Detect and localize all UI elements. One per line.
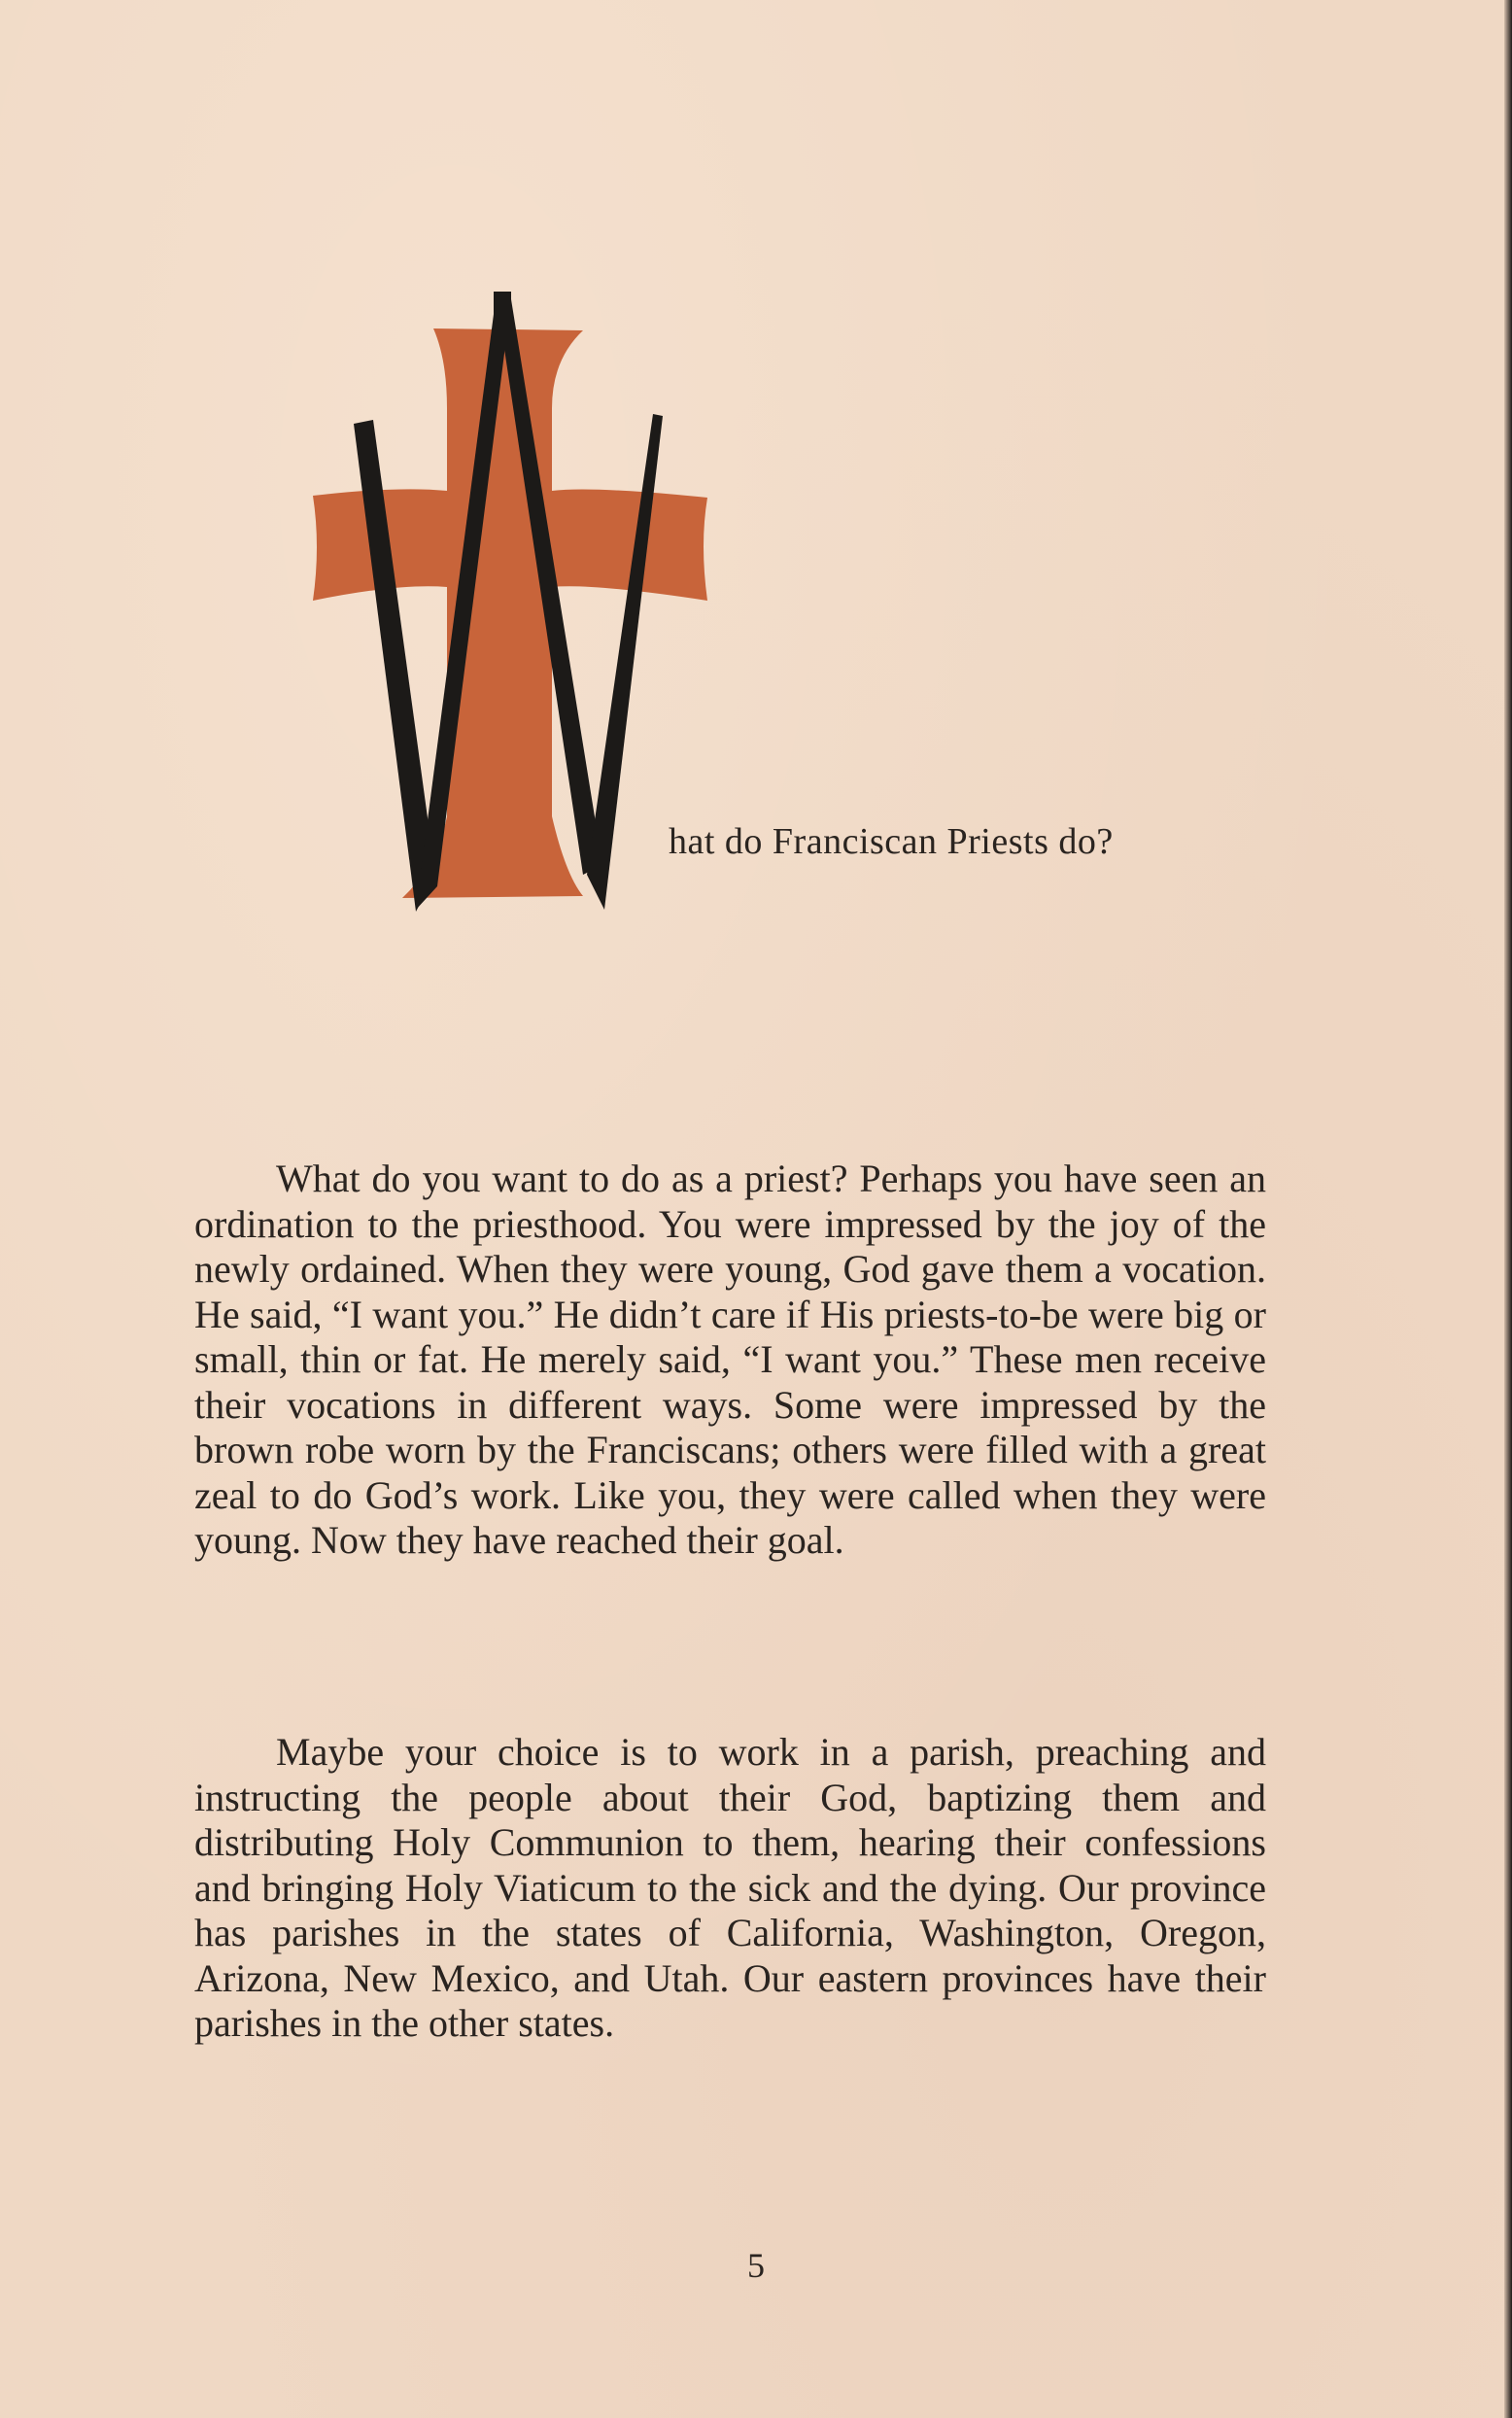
body-paragraph-2: Maybe your choice is to work in a parish, preaching and instructing the people about their God, baptizing them and distributing Holy Communion to them, hearing their confessions and bringing Holy Viaticum to the sick and the dying. Our province has parishes in the states of California, Washington, Oregon, Arizona, New Mexico, and Utah. Our eastern provinces have their parishes in the other states. [194, 1730, 1266, 2045]
page-edge-shadow [1504, 0, 1512, 2418]
body-paragraph-1: What do you want to do as a priest? Perhaps you have seen an ordination to the priesthood. You were impressed by the joy of the newly ordained. When they were young, God gave them a vocation. He said, “I want you.” He didn’t care if His priests-to-be were big or small, thin or fat. He merely said, “I want you.” These men receive their vocations in different ways. Some were impressed by the brown robe worn by the Franciscans; others were filled with a great zeal to do God’s work. Like you, they were called when they were young. Now they have reached their goal. [194, 1157, 1266, 1562]
page-number: 5 [747, 2246, 765, 2285]
cross-w-initial-icon [292, 292, 719, 923]
w-right-outer-stroke [587, 414, 663, 910]
chapter-heading: hat do Franciscan Priests do? [669, 821, 1114, 862]
w-top-serif [494, 292, 511, 334]
cross-shape [313, 328, 707, 898]
